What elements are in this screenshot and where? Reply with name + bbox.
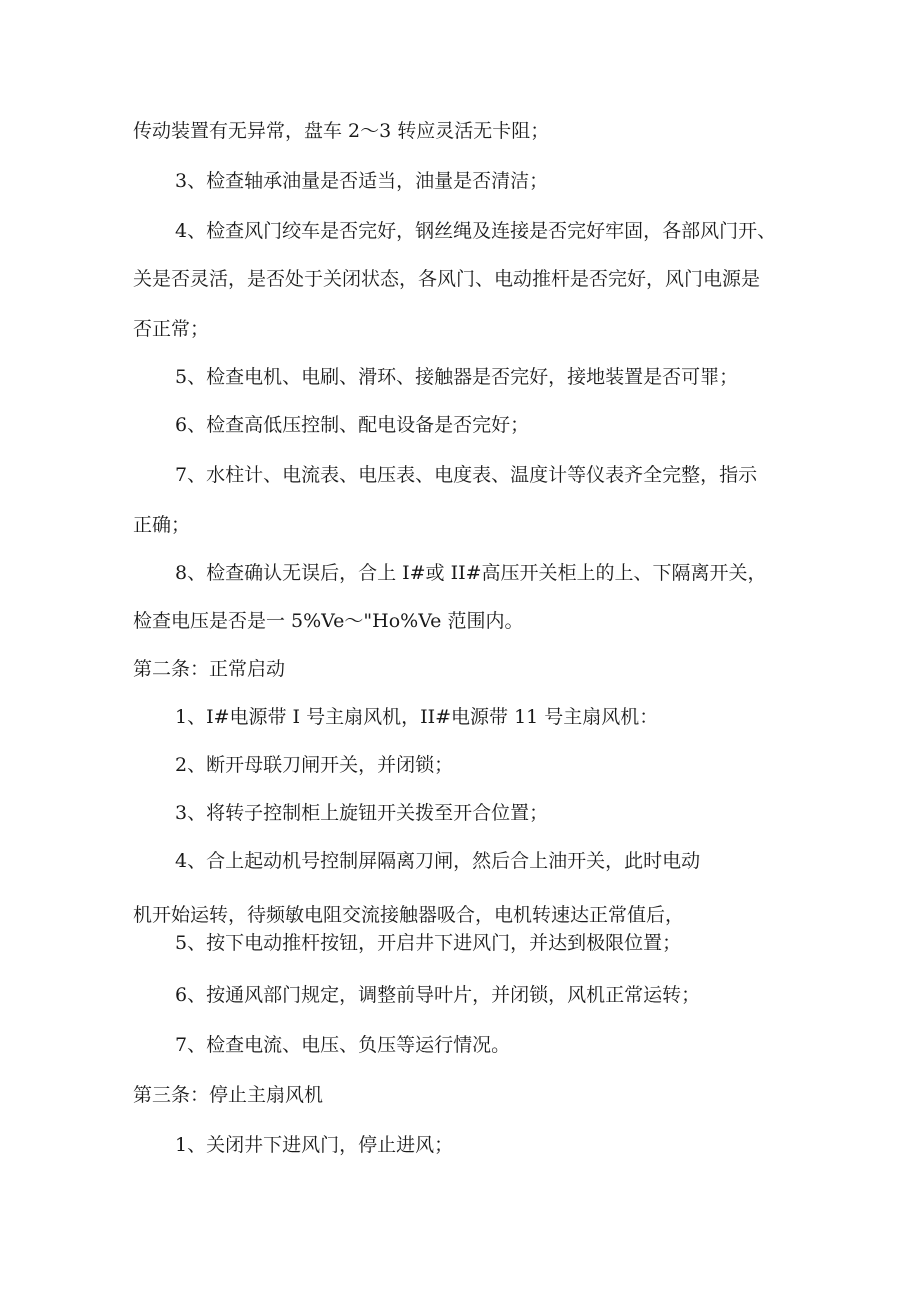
text-line: 7、检查电流、电压、负压等运行情况。	[175, 1034, 511, 1056]
text-line: 机开始运转，待频敏电阻交流接触器吸合，电机转速达正常值后，	[133, 904, 685, 926]
text-line: 8、检查确认无误后，合上 I#或 II#高压开关柜上的上、下隔离开关，	[175, 562, 767, 584]
text-line: 传动装置有无异常，盘车 2～3 转应灵活无卡阻；	[133, 120, 550, 142]
text-line: 5、按下电动推杆按钮，开启井下进风门，并达到极限位置；	[175, 932, 682, 954]
text-line: 4、检查风门绞车是否完好，钢丝绳及连接是否完好牢固，各部风门开、	[175, 220, 777, 242]
section-heading: 第二条：正常启动	[133, 658, 286, 680]
text-line: 3、检查轴承油量是否适当，油量是否清洁；	[175, 170, 549, 192]
text-line: 关是否灵活，是否处于关闭状态，各风门、电动推杆是否完好，风门电源是	[133, 268, 761, 290]
text-line: 检查电压是否是一 5%Ve～"Ho%Ve 范围内。	[133, 610, 524, 632]
text-line: 1、关闭井下进风门，停止进风；	[175, 1134, 454, 1156]
text-line: 2、断开母联刀闸开关，并闭锁；	[175, 754, 454, 776]
text-line: 6、检查高低压控制、配电设备是否完好；	[175, 414, 530, 436]
text-line: 正确；	[133, 514, 191, 536]
text-line: 4、合上起动机号控制屏隔离刀闸，然后合上油开关，此时电动	[175, 850, 701, 872]
section-heading: 第三条：停止主扇风机	[133, 1084, 324, 1106]
text-line: 7、水柱计、电流表、电压表、电度表、温度计等仪表齐全完整，指示	[175, 464, 758, 486]
text-line: 3、将转子控制柜上旋钮开关拨至开合位置；	[175, 802, 549, 824]
text-line: 否正常；	[133, 318, 210, 340]
text-line: 6、按通风部门规定，调整前导叶片，并闭锁，风机正常运转；	[175, 984, 701, 1006]
text-line: 1、I#电源带 I 号主扇风机，II#电源带 11 号主扇风机：	[175, 706, 659, 728]
text-line: 5、检查电机、电刷、滑环、接触器是否完好，接地装置是否可罪；	[175, 366, 739, 388]
